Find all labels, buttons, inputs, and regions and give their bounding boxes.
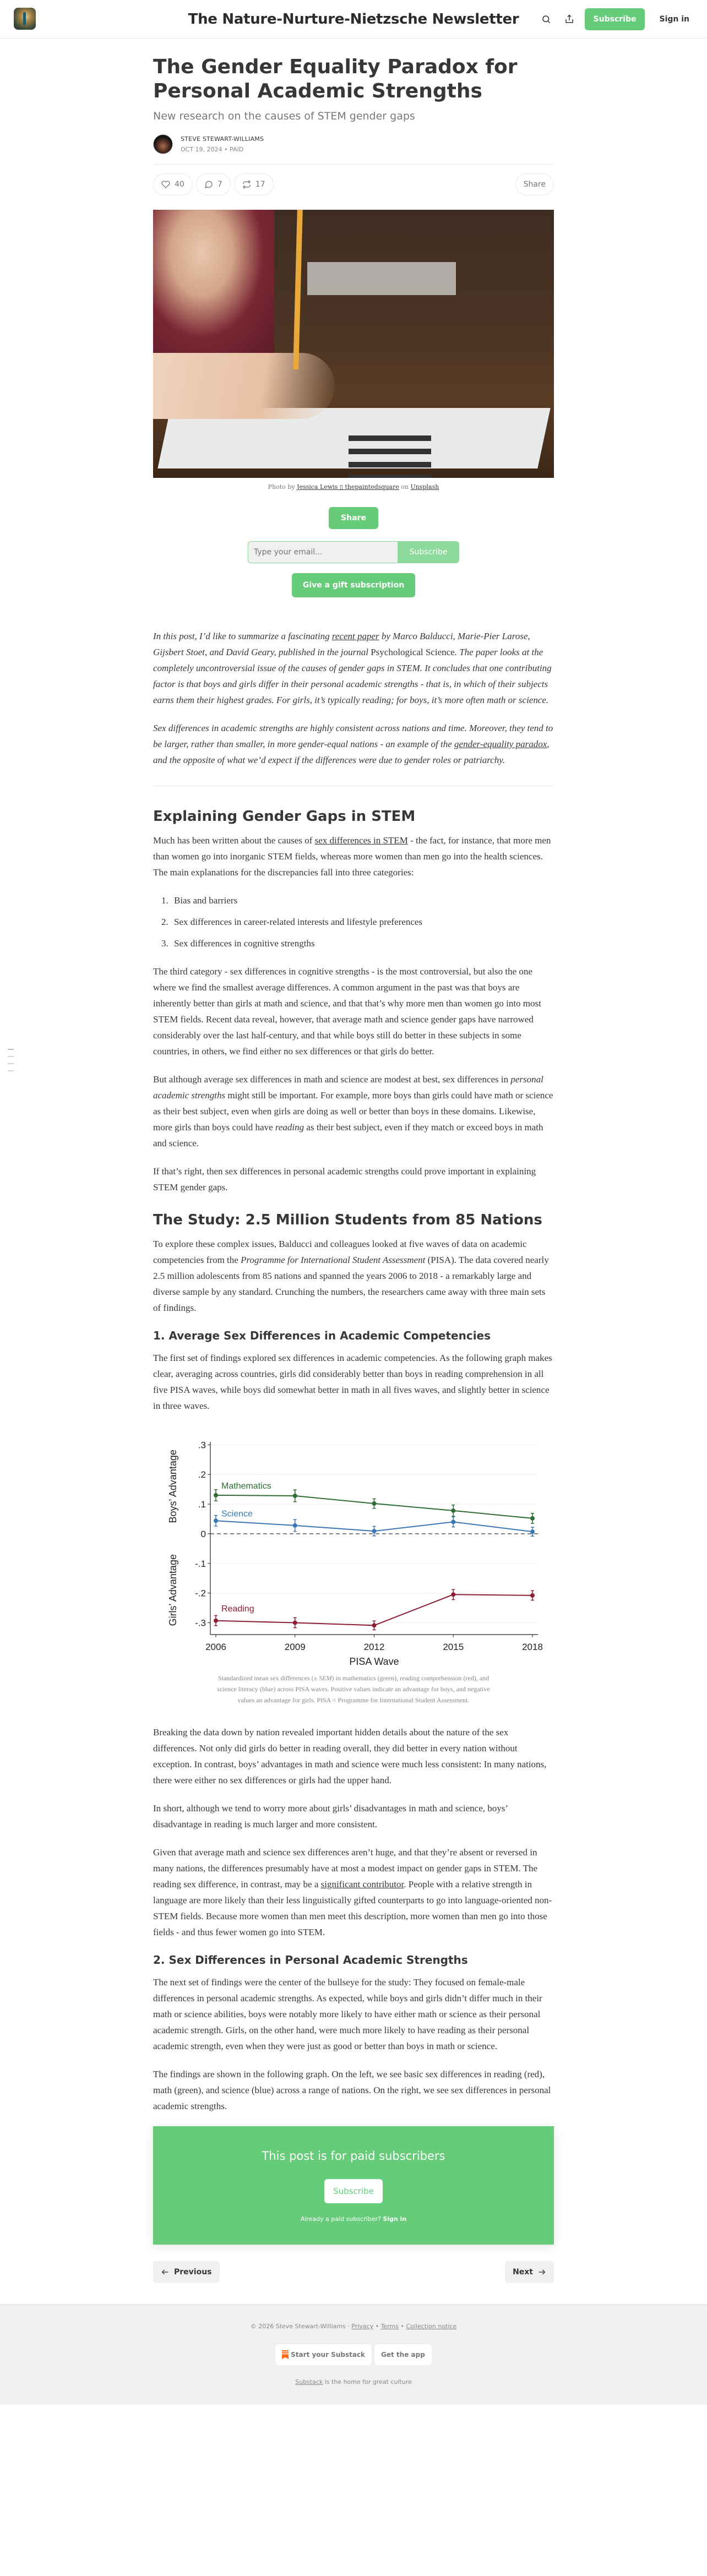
list-item: 1. Bias and barriers <box>171 892 554 908</box>
post-navigation <box>153 2261 554 2283</box>
pisa-chart-figure[interactable] <box>153 1434 554 1706</box>
post-access: PAID <box>230 146 244 153</box>
restack-icon <box>242 180 251 189</box>
get-app-label: Get the app <box>381 2351 425 2359</box>
intro-paragraph <box>153 628 554 708</box>
text: ) in mathematics (green), reading comprehension (red), and science literacy (blue) across PISA waves. Positive values indicate an advantage for boys, and negative values an advantage for girls. PISA = Programme for International Student Assessment. <box>217 1674 490 1704</box>
caption-text: on <box>399 483 411 491</box>
svg-text:-.1: -.1 <box>195 1558 206 1569</box>
arrow-left-icon <box>161 2268 170 2277</box>
heading-personal-strengths: 2. Sex Differences in Personal Academic Strengths <box>153 1953 468 1967</box>
author-name[interactable]: STEVE STEWART-WILLIAMS <box>181 135 264 143</box>
gender-equality-paradox-link[interactable]: gender-equality paradox <box>454 739 547 749</box>
text: . The paper looks at the completely uncontroversial issue of the causes of gender gaps in STEM. It concludes that one contributing factor is that boys and girls differ in their personal academic strengths - that is, in which of their subjects earns them their highest grades. For girls, it’s typically reading; for boys, it’s more often math or science. <box>153 647 552 705</box>
hero-image-subject <box>153 210 274 353</box>
site-header <box>0 0 707 39</box>
header-signin-link[interactable]: Sign in <box>659 15 689 24</box>
paragraph <box>153 1071 554 1151</box>
paragraph: The first set of findings explored sex differences in academic competencies. As the following graph makes clear, averaging across countries, girls did considerably better than boys in reading comprehension in all five PISA waves, while boys did somewhat better in math in all fives waves, and slightly better in science in three waves. <box>153 1353 552 1411</box>
svg-text:0: 0 <box>200 1528 206 1539</box>
svg-text:.2: .2 <box>198 1469 206 1480</box>
post-title: The Gender Equality Paradox for Personal Academic Strengths <box>153 56 518 102</box>
get-app-button[interactable] <box>374 2344 432 2365</box>
toc-item[interactable] <box>8 1049 14 1050</box>
arrow-right-icon <box>537 2268 546 2277</box>
heart-icon <box>161 180 170 189</box>
paragraph: The findings are shown in the following graph. On the left, we see basic sex differences in reading (red), math (green), and science (blue) across a range of nations. On the right, we see sex differences in personal academic strengths. <box>153 2069 551 2111</box>
heading-explaining: Explaining Gender Gaps in STEM <box>153 808 416 825</box>
photographer-link[interactable]: Jessica Lewis ▯ thepaintedsquare <box>297 483 399 491</box>
next-label: Next <box>513 2268 533 2277</box>
svg-text:2015: 2015 <box>443 1642 464 1652</box>
comment-icon <box>204 180 213 189</box>
paywall-subscribe-button[interactable]: Subscribe <box>324 2179 383 2203</box>
paragraph: The third category - sex differences in cognitive strengths - is the most controversial, but also the one where we find the smallest average differences. A common argument in the past was that boys are inherently better than girls at math and science, and that that’s why more men than women go into most STEM fields. Recent data reveal, however, that average math and science gender gaps have narrowed considerably over the last half-century, and that while boys still do better in these subjects in some countries, in others, we find either no sex differences or that girls do better. <box>153 966 541 1056</box>
svg-text:Science: Science <box>221 1509 253 1519</box>
site-title[interactable]: The Nature-Nurture-Nietzsche Newsletter <box>188 10 519 28</box>
heading-average-differences: 1. Average Sex Differences in Academic Competencies <box>153 1329 491 1342</box>
svg-text:2018: 2018 <box>522 1642 543 1652</box>
header-actions <box>539 8 696 30</box>
text: But although average sex differences in math and science are modest at best, sex differences in <box>153 1074 511 1085</box>
recent-paper-link[interactable]: recent paper <box>331 631 379 641</box>
terms-link[interactable]: Terms <box>380 2323 399 2330</box>
text: In this post, I’d like to summarize a fascinating <box>153 631 332 641</box>
footer-buttons <box>275 2344 432 2365</box>
tagline-text: is the home for great culture <box>323 2378 412 2386</box>
substack-link[interactable]: Substack <box>295 2378 323 2386</box>
emphasis: personal academic strengths <box>153 1074 543 1101</box>
share-icon[interactable] <box>562 12 577 27</box>
pisa-line-chart <box>161 1434 546 1670</box>
svg-text:.3: .3 <box>198 1440 206 1451</box>
svg-text:-.3: -.3 <box>195 1618 206 1629</box>
emphasis: SEM <box>319 1674 332 1682</box>
text: Standardized mean sex differences (± <box>217 1674 319 1682</box>
svg-text:2009: 2009 <box>284 1642 306 1652</box>
post-body <box>153 628 554 2114</box>
restack-button[interactable] <box>234 173 274 195</box>
next-post-button[interactable] <box>505 2261 554 2283</box>
text: might still be important. For example, more boys than girls could have math or science as their best subject, even when girls are doing as well or better than boys in these domains. Likewise, more girls than boys could have <box>153 1090 553 1132</box>
sex-differences-stem-link[interactable]: sex differences in STEM <box>314 835 408 846</box>
text: - the fact, for instance, that more men than women go into inorganic STEM fields, whereas more women than men go into the health sciences. The main explanations for the discrepancies fall into three categories: <box>153 835 551 878</box>
comment-button[interactable] <box>196 173 231 195</box>
paragraph: Breaking the data down by nation revealed important hidden details about the nature of the sex differences. Not only did girls do better in reading overall, they did better in every nation without exception. In contrast, boys’ advantages in math and science were much less consistent: In many nations, there were either no sex differences or girls had the upper hand. <box>153 1727 547 1785</box>
separator: • <box>398 2323 406 2330</box>
hero-pencil <box>293 210 303 369</box>
svg-text:2012: 2012 <box>363 1642 385 1652</box>
hero-caption <box>153 483 554 491</box>
subscribe-form <box>248 541 459 563</box>
svg-text:Boys’ Advantage: Boys’ Advantage <box>167 1450 178 1523</box>
separator: • <box>373 2323 381 2330</box>
hero-background-sheet <box>307 262 456 295</box>
substack-logo-icon <box>282 2350 289 2359</box>
footer-tagline <box>295 2378 412 2386</box>
paragraph: In short, although we tend to worry more about girls’ disadvantages in math and science, boys’ disadvantage in reading is much larger and more consistent. <box>153 1803 508 1829</box>
paywall-signin-prompt <box>301 2215 406 2223</box>
caption-text: Photo by <box>268 483 297 491</box>
author-avatar[interactable] <box>153 134 173 154</box>
meta-separator: • <box>224 146 230 153</box>
share-button[interactable]: Share <box>329 507 378 529</box>
emphasis: reading <box>275 1122 304 1132</box>
paragraph: The next set of findings were the center of the bullseye for the study: They focused on female-male differences in personal academic strengths. As expected, while boys and girls didn’t differ much in their math or science abilities, boys were notably more likely to have either math or science as their personal academic strength. Girls, on the other hand, were much more likely to have reading as their personal academic strength, even when they were just as good or better than boys in math or science. <box>153 1977 542 2051</box>
paywall-title: This post is for paid subscribers <box>262 2149 445 2163</box>
start-substack-label: Start your Substack <box>291 2351 366 2359</box>
gift-subscription-button[interactable]: Give a gift subscription <box>292 573 415 597</box>
categories-list <box>171 892 554 951</box>
svg-text:.1: .1 <box>198 1499 206 1510</box>
site-footer <box>0 2304 707 2405</box>
subscribe-button[interactable]: Subscribe <box>398 541 459 563</box>
text: (PISA). The data covered nearly 2.5 million adolescents from 85 nations and spanned the years 2006 to 2018 - a remarkably large and diverse sample by any standard. Crunching the numbers, the researchers came away with three main sets of findings. <box>153 1255 549 1313</box>
subscribe-cta <box>153 507 554 597</box>
hero-image[interactable] <box>153 210 554 478</box>
unsplash-link[interactable]: Unsplash <box>410 483 439 491</box>
comment-count: 7 <box>217 180 222 189</box>
text: by Marco Balducci, Marie-Pier Larose, Gijsbert Stoet, and David Geary, published in the journal <box>153 631 530 657</box>
divider <box>153 164 554 165</box>
like-count: 40 <box>175 180 184 189</box>
svg-text:2006: 2006 <box>205 1642 226 1652</box>
byline <box>153 134 554 154</box>
publication-logo[interactable] <box>14 8 36 30</box>
post-container <box>153 55 554 2283</box>
previous-post-button[interactable] <box>153 2261 220 2283</box>
text: as their best subject, even if they match or exceed boys in math and science. <box>153 1122 543 1148</box>
post-share-button[interactable] <box>515 173 554 195</box>
paragraph <box>153 832 554 880</box>
toc-item[interactable] <box>8 1063 14 1064</box>
significant-contributor-link[interactable]: significant contributor <box>320 1879 404 1889</box>
text: To explore these complex issues, Balducci and colleagues looked at five waves of data on academic competencies from the <box>153 1239 527 1265</box>
svg-text:-.2: -.2 <box>195 1588 206 1599</box>
collection-notice-link[interactable]: Collection notice <box>406 2323 457 2330</box>
intro-paragraph <box>153 720 554 768</box>
journal-name: Psychological Science <box>371 647 455 657</box>
text: , and the opposite of what we’d expect if the differences were due to gender roles or patriarchy. <box>153 739 550 765</box>
toc-item[interactable] <box>8 1070 14 1071</box>
footer-links <box>251 2323 457 2330</box>
list-item: 3. Sex differences in cognitive strengths <box>171 935 554 951</box>
restack-count: 17 <box>255 180 265 189</box>
post-actions <box>153 173 554 195</box>
post-subtitle: New research on the causes of STEM gender gaps <box>153 110 415 122</box>
text: Given that average math and science sex differences aren’t huge, and that they’re absent or reversed in many nations, the differences presumably have at most a modest impact on gender gaps in STEM. The reading sex difference, in contrast, may be a <box>153 1847 538 1889</box>
hero-worksheet-bars <box>349 435 431 478</box>
figure-caption <box>216 1673 491 1706</box>
list-item: 2. Sex differences in career-related interests and lifestyle preferences <box>171 914 554 930</box>
like-button[interactable] <box>153 173 193 195</box>
paywall <box>153 2126 554 2245</box>
hero-arm <box>153 353 335 419</box>
toc-item[interactable] <box>8 1056 14 1057</box>
text: Sex differences in academic strengths are highly consistent across nations and time. Moreover, they tend to be larger, rather than smaller, in more gender-equal nations - an example of the <box>153 723 553 749</box>
paragraph <box>153 1844 554 1940</box>
copyright: © 2026 Steve Stewart-Williams · <box>250 2323 352 2330</box>
svg-text:PISA Wave: PISA Wave <box>349 1656 399 1667</box>
paragraph: If that’s right, then sex differences in personal academic strengths could prove important in explaining STEM gender gaps. <box>153 1166 536 1192</box>
svg-text:Mathematics: Mathematics <box>221 1482 271 1491</box>
search-icon[interactable] <box>539 12 554 27</box>
paragraph <box>153 1236 554 1316</box>
paywall-signin-link[interactable]: Sign in <box>383 2215 407 2223</box>
previous-label: Previous <box>174 2268 212 2277</box>
privacy-link[interactable]: Privacy <box>351 2323 374 2330</box>
svg-text:Girls’ Advantage: Girls’ Advantage <box>167 1554 178 1626</box>
emphasis: Programme for International Student Assessment <box>241 1255 426 1265</box>
start-substack-button[interactable] <box>275 2344 372 2365</box>
table-of-contents-indicator[interactable] <box>8 1049 14 1071</box>
post-meta <box>181 146 264 153</box>
header-subscribe-button[interactable]: Subscribe <box>585 8 645 30</box>
svg-text:Reading: Reading <box>221 1604 254 1614</box>
share-label: Share <box>523 180 546 189</box>
email-input[interactable] <box>248 541 398 563</box>
text: Much has been written about the causes of <box>153 835 315 846</box>
post-date: OCT 19, 2024 <box>181 146 222 153</box>
heading-study: The Study: 2.5 Million Students from 85 Nations <box>153 1212 542 1228</box>
text: Already a paid subscriber? <box>300 2215 383 2223</box>
text: . People with a relative strength in language are more likely than their less linguistically gifted counterparts to go into language-oriented non-STEM fields. Because more women than men meet this description, more women than men go into those fields - and thus fewer women go into STEM. <box>153 1879 552 1937</box>
